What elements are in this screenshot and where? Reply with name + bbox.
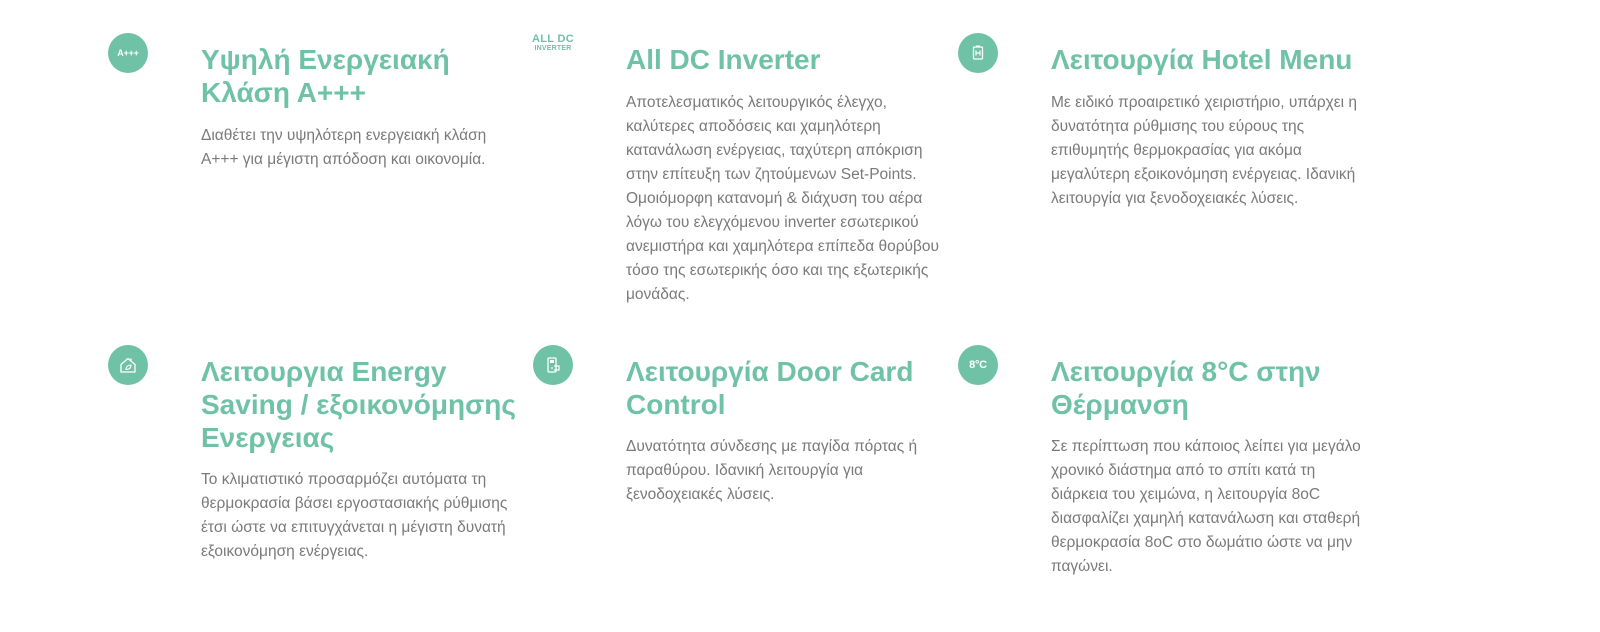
heating-badge: 8°C (969, 359, 987, 371)
hotel-menu-icon (958, 33, 998, 73)
all-dc-inverter-icon (522, 33, 584, 53)
feature-description: Διαθέτει την υψηλότερη ενεργειακή κλάση Α+++ για μέγιστη απόδοση και οικονομία. (201, 127, 487, 168)
feature-title: Υψηλή Ενεργειακή Κλάση Α+++ (201, 44, 450, 108)
feature-title: Λειτουργια Energy Saving / εξοικονόμησης Ενεργειας (201, 356, 516, 453)
energy-class-badge: A+++ (117, 48, 139, 58)
feature-title: Λειτουργία 8°C στην Θέρμανση (1051, 356, 1321, 420)
energy-class-icon (108, 33, 148, 73)
feature-description: Σε περίπτωση που κάποιος λείπει για μεγάλο χρονικό διάστημα από το σπίτι κατά τη διάρκεια του χειμώνα, η λειτουργία 8oC διασφαλίζει χαμηλή κατανάλωση και σταθερή θερμοκρασία 8oC στο δωμάτιο ώστε να μην παγώνει. (1051, 438, 1361, 575)
inverter-mark-line2: INVERTER (534, 45, 572, 52)
feature-title: Λειτουργία Door Card Control (626, 356, 914, 420)
heating-8c-icon (958, 345, 998, 385)
door-card-icon (533, 345, 573, 385)
energy-saving-house-icon (108, 345, 148, 385)
feature-description: Με ειδικό προαιρετικό χειριστήριο, υπάρχει η δυνατότητα ρύθμισης του εύρους της επιθυμητής θερμοκρασίας για ακόμα μεγαλύτερη εξοικονόμηση ενέργειας. Ιδανική λειτουργία για ξενοδοχειακές λύσεις. (1051, 94, 1358, 207)
feature-title: All DC Inverter (626, 44, 821, 75)
feature-description: Το κλιματιστικό προσαρμόζει αυτόματα τη θερμοκρασία βάσει εργοστασιακής ρύθμισης έτσι ώστε να επιτυγχάνεται η μέγιστη δυνατή εξοικονόμηση ενέργειας. (201, 471, 508, 560)
feature-title: Λειτουργία Hotel Menu (1051, 44, 1353, 75)
feature-description: Αποτελεσματικός λειτουργικός έλεγχο, καλύτερες αποδόσεις και χαμηλότερη κατανάλωση ενέργειας, ταχύτερη απόκριση στην επίτευξη των ζητούμενων Set-Points. Ομοιόμορφη κατανομή & διάχυση του αέρα λόγω του ελεγχόμενου inverter εσωτερικού ανεμιστήρα και χαμηλότερα επίπεδα θορύβου τόσο της εσωτερικής όσο και της εξωτερικής μονάδας. (626, 94, 940, 303)
feature-description: Δυνατότητα σύνδεσης με παγίδα πόρτας ή παραθύρου. Ιδανική λειτουργία για ξενοδοχειακές λύσεις. (626, 438, 918, 503)
inverter-mark-line1: ALL DC (532, 33, 574, 45)
